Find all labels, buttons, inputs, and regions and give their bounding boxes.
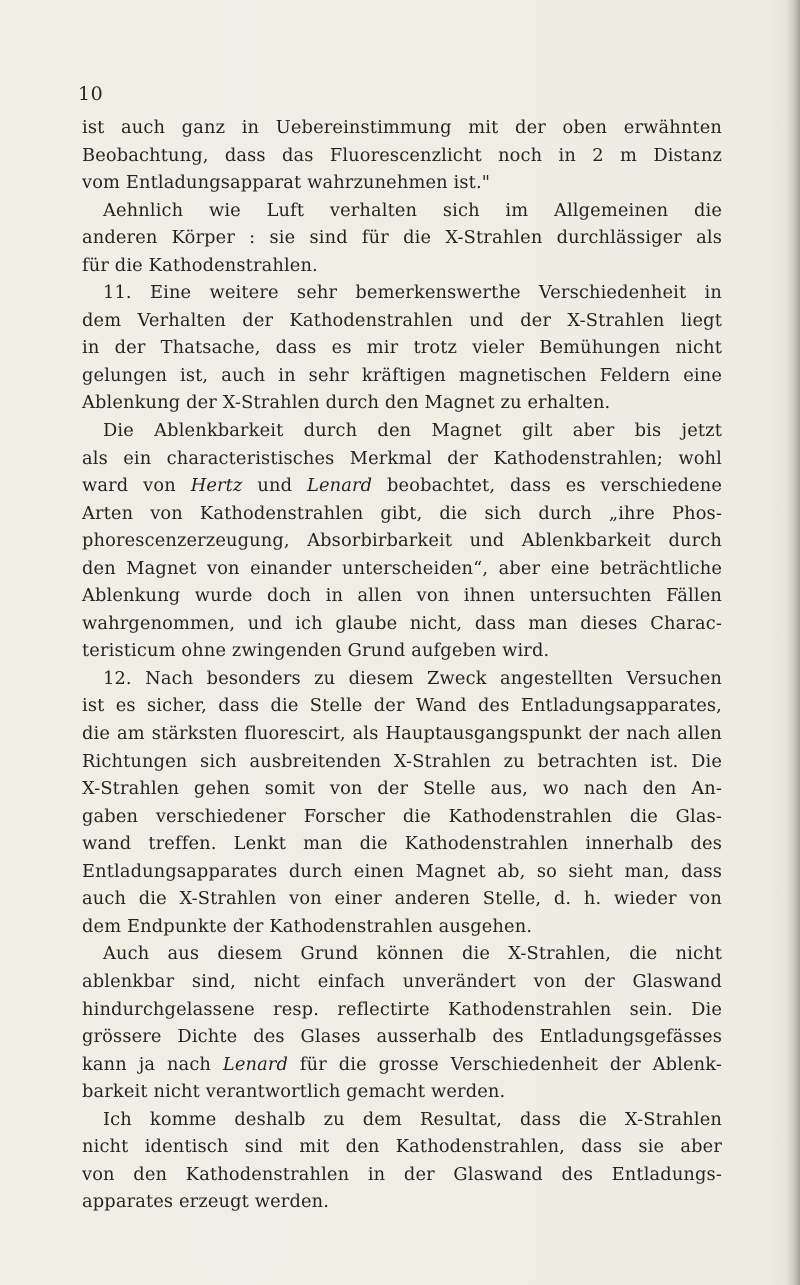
text-segment: Richtungen sich ausbreitenden X-Strahlen zu betrachten ist. Die (82, 750, 722, 772)
text-line (82, 830, 722, 858)
text-segment: ist es sicher, dass die Stelle der Wand des Entladungsapparates, (82, 695, 722, 717)
text-line (82, 637, 722, 665)
text-segment: beobachtet, dass es verschiedene (372, 475, 723, 497)
text-segment: und (242, 475, 307, 497)
text-line (82, 858, 722, 886)
text-line (82, 1188, 722, 1216)
text-segment: Aehnlich wie Luft verhalten sich im Allgemeinen die (103, 199, 722, 221)
text-line (82, 748, 722, 776)
text-line (82, 224, 722, 252)
italic-name: Hertz (190, 475, 243, 497)
text-line (82, 940, 722, 968)
text-line (82, 1161, 722, 1189)
text-segment: für die grosse Verschiedenheit der Ablenk- (288, 1053, 723, 1075)
text-line (82, 996, 722, 1024)
text-segment: 11. Eine weitere sehr bemerkenswerthe Verschiedenheit in (103, 282, 722, 304)
text-line (82, 114, 722, 142)
text-segment: ist auch ganz in Uebereinstimmung mit der oben erwähnten (82, 117, 722, 138)
text-segment: die am stärksten fluorescirt, als Hauptausgangspunkt der nach allen (82, 723, 722, 745)
page-edge-shadow (786, 0, 800, 1285)
text-segment: von den Kathodenstrahlen in der Glaswand des Entladungs- (82, 1163, 722, 1185)
text-segment: Entladungsapparates durch einen Magnet ab, so sieht man, dass (82, 860, 722, 882)
text-line (82, 582, 722, 610)
text-segment: in der Thatsache, dass es mir trotz vieler Bemühungen nicht (82, 337, 722, 359)
text-line (82, 610, 722, 638)
page-number: 10 (78, 83, 104, 105)
text-segment: anderen Körper : sie sind für die X-Strahlen durchlässiger als (82, 227, 722, 249)
text-segment: Beobachtung, dass das Fluorescenzlicht noch in 2 m Distanz (82, 144, 722, 166)
text-line (82, 968, 722, 996)
text-segment: für die Kathodenstrahlen. (82, 254, 318, 276)
text-line (82, 692, 722, 720)
text-segment: X-Strahlen gehen somit von der Stelle aus, wo nach den An- (82, 778, 722, 800)
text-segment: ablenkbar sind, nicht einfach unverändert von der Glaswand (82, 970, 722, 992)
text-line (82, 1078, 722, 1106)
text-line (82, 169, 722, 197)
text-segment: Ich komme deshalb zu dem Resultat, dass die X-Strahlen (103, 1108, 722, 1130)
text-segment: dem Endpunkte der Kathodenstrahlen ausgehen. (82, 915, 533, 937)
text-segment: Ablenkung wurde doch in allen von ihnen untersuchten Fällen (82, 585, 722, 607)
text-line (82, 500, 722, 528)
text-segment: gaben verschiedener Forscher die Kathodenstrahlen die Glas- (82, 805, 722, 827)
text-segment: grössere Dichte des Glases ausserhalb des Entladungsgefässes (82, 1026, 722, 1048)
text-segment: Ablenkung der X-Strahlen durch den Magnet zu erhalten. (82, 392, 611, 414)
text-segment: phorescenzerzeugung, Absorbirbarkeit und Ablenkbarkeit durch (82, 530, 722, 552)
text-line (82, 472, 722, 500)
text-line (82, 197, 722, 225)
text-segment: gelungen ist, auch in sehr kräftigen magnetischen Feldern eine (82, 364, 722, 386)
italic-name: Lenard (306, 475, 373, 497)
text-line (82, 417, 722, 445)
text-segment: den Magnet von einander unterscheiden“, aber eine beträchtliche (82, 557, 722, 579)
text-segment: ward von (82, 475, 191, 497)
text-line (82, 445, 722, 473)
text-line (82, 665, 722, 693)
text-line (82, 307, 722, 335)
text-line (82, 389, 722, 417)
text-line (82, 252, 722, 280)
text-segment: kann ja nach (82, 1053, 223, 1075)
text-segment: barkeit nicht verantwortlich gemacht werden. (82, 1081, 506, 1103)
text-line (82, 527, 722, 555)
text-line (82, 555, 722, 583)
text-line (82, 1106, 722, 1134)
text-line (82, 720, 722, 748)
text-line (82, 334, 722, 362)
text-segment: apparates erzeugt werden. (82, 1191, 330, 1213)
text-segment: dem Verhalten der Kathodenstrahlen und der X-Strahlen liegt (82, 309, 722, 331)
text-segment: Die Ablenkbarkeit durch den Magnet gilt aber bis jetzt (103, 420, 722, 442)
text-segment: 12. Nach besonders zu diesem Zweck angestellten Versuchen (103, 667, 722, 689)
text-line (82, 1051, 722, 1079)
text-line (82, 885, 722, 913)
text-segment: wand treffen. Lenkt man die Kathodenstrahlen innerhalb des (82, 833, 722, 855)
body-text (82, 114, 722, 1216)
text-segment: teristicum ohne zwingenden Grund aufgeben wird. (82, 640, 550, 662)
text-line (82, 803, 722, 831)
text-line (82, 362, 722, 390)
text-line (82, 1023, 722, 1051)
italic-name: Lenard (222, 1053, 289, 1075)
text-segment: nicht identisch sind mit den Kathodenstrahlen, dass sie aber (82, 1136, 722, 1158)
text-segment: wahrgenommen, und ich glaube nicht, dass man dieses Charac- (82, 612, 722, 634)
text-segment: vom Entladungsapparat wahrzunehmen ist." (82, 172, 491, 194)
text-segment: hindurchgelassene resp. reflectirte Kathodenstrahlen sein. Die (82, 998, 722, 1020)
text-segment: Auch aus diesem Grund können die X-Strahlen, die nicht (103, 943, 722, 965)
text-segment: auch die X-Strahlen von einer anderen Stelle, d. h. wieder von (82, 888, 722, 910)
text-line (82, 279, 722, 307)
text-segment: Arten von Kathodenstrahlen gibt, die sich durch „ihre Phos- (82, 502, 722, 524)
text-segment: als ein characteristisches Merkmal der Kathodenstrahlen; wohl (82, 447, 722, 469)
text-line (82, 1133, 722, 1161)
text-line (82, 913, 722, 941)
text-line (82, 775, 722, 803)
text-line (82, 142, 722, 170)
